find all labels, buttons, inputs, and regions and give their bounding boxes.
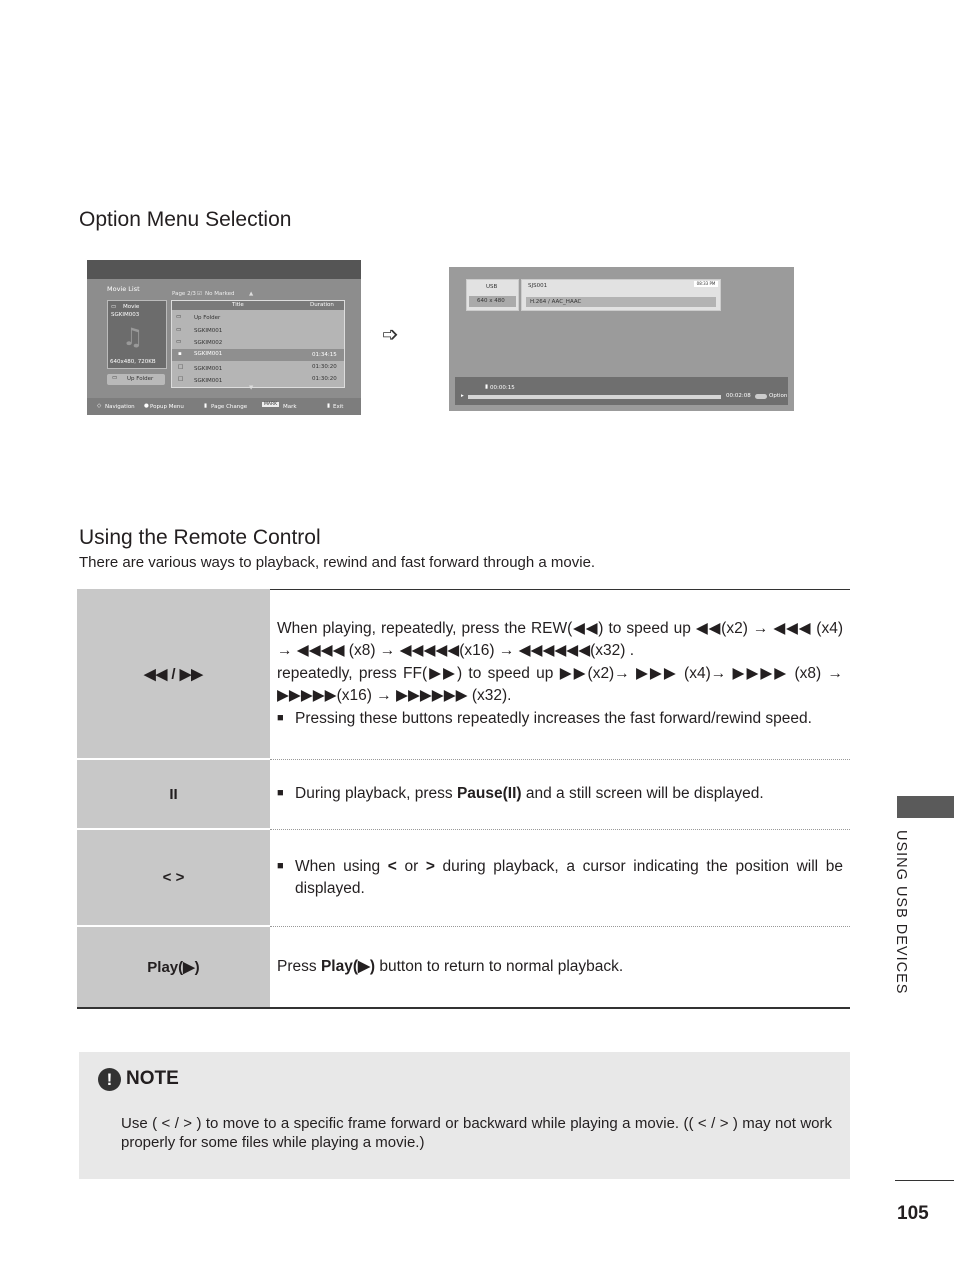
play-position-icon: ▮ xyxy=(485,384,489,390)
side-tab-container xyxy=(893,830,915,1030)
ff-text: repeatedly, press FF(▶▶) to speed up ▶▶(x2)→ ▶▶▶ (x4)→ ▶▶▶▶ (x8) → ▶▶▶▶▶(x16) → ▶▶▶▶▶▶ (x32). xyxy=(277,665,843,704)
desc-pause xyxy=(270,759,850,829)
remote-intro: There are various ways to playback, rewind and fast forward through a movie. xyxy=(79,554,596,571)
screenshot-footer xyxy=(87,398,361,415)
remote-control-table xyxy=(77,589,850,1007)
list-item[interactable] xyxy=(172,312,344,324)
side-tab-block xyxy=(897,796,954,818)
text-mid: or xyxy=(396,858,426,875)
up-folder-button[interactable] xyxy=(107,374,165,385)
list-item[interactable] xyxy=(172,325,344,337)
footer-page-change: Page Change xyxy=(211,404,248,410)
list-item-selected[interactable] xyxy=(172,349,344,361)
resolution-box xyxy=(469,296,516,307)
folder-icon: ▭ xyxy=(111,304,117,310)
bullet-square-icon: ■ xyxy=(277,860,284,872)
checkbox-icon: □ xyxy=(178,376,184,382)
movie-file-icon: ▪ xyxy=(178,351,182,357)
bullet-item xyxy=(277,856,843,899)
exclamation-icon: ! xyxy=(98,1068,121,1091)
list-item-title: SGKIM001 xyxy=(194,328,223,334)
text-pre: When using xyxy=(295,858,388,875)
up-folder-label: Up Folder xyxy=(127,376,154,382)
bullet-square-icon: ■ xyxy=(277,787,284,800)
total-time: 00:02:08 xyxy=(726,393,751,399)
progress-track[interactable] xyxy=(468,395,721,399)
file-info-panel xyxy=(521,279,721,311)
list-item[interactable] xyxy=(172,362,344,374)
up-folder-icon: ▭ xyxy=(112,375,118,381)
folder-icon: ▭ xyxy=(176,327,182,333)
footer-mark: Mark xyxy=(283,404,297,410)
mark-key-badge: MARK xyxy=(264,402,278,407)
list-item-duration: 01:30:20 xyxy=(312,364,337,370)
text-bold: Pause(II) xyxy=(456,785,522,803)
bullet-item xyxy=(277,708,843,730)
bullet-text xyxy=(295,856,843,899)
bullet-text xyxy=(295,783,764,805)
section-title-remote: Using the Remote Control xyxy=(79,526,321,549)
player-screenshot xyxy=(449,267,794,411)
table-row xyxy=(77,759,850,829)
text-bold: Play(▶) xyxy=(320,958,376,975)
up-folder-icon: ▭ xyxy=(176,314,182,320)
rew-text: When playing, repeatedly, press the REW(◀◀) to speed up ◀◀(x2) → ◀◀◀ (x4) → ◀◀◀◀ (x8) → ◀◀◀◀◀(x16) → ◀◀◀◀◀◀(x32) . xyxy=(277,620,843,659)
list-item[interactable] xyxy=(172,337,344,349)
side-tab-label: USING USB DEVICES xyxy=(893,830,909,995)
page-number: 105 xyxy=(897,1203,929,1224)
scroll-up-icon: ▲ xyxy=(249,291,254,297)
footer-exit: Exit xyxy=(333,404,344,410)
table-row xyxy=(77,926,850,1007)
clock: 08:33 PM xyxy=(694,281,718,287)
key-play: Play(▶) xyxy=(77,926,270,1007)
page-info: Page 2/3 xyxy=(172,291,196,297)
folder-icon: ▭ xyxy=(176,339,182,345)
codec-label: H.264 / AAC_HAAC xyxy=(530,299,582,305)
footer-navigation: Navigation xyxy=(105,404,135,410)
option-label: Option xyxy=(769,393,788,399)
movie-list-header: Movie List xyxy=(107,285,140,293)
desc-cursor xyxy=(270,829,850,926)
source-panel xyxy=(466,279,519,311)
checkbox-icon: □ xyxy=(178,364,184,370)
table-row xyxy=(77,589,850,759)
ok-icon: ● xyxy=(144,403,149,409)
desc-play xyxy=(270,926,850,1007)
col-title: Title xyxy=(232,302,244,308)
text-bold: < xyxy=(387,858,397,875)
preview-name: SGKIM003 xyxy=(111,312,140,318)
playback-bar xyxy=(455,377,788,405)
key-pause: II xyxy=(77,759,270,829)
table-row xyxy=(77,829,850,926)
list-item-title: SGKIM001 xyxy=(194,351,223,357)
bullet-item xyxy=(277,783,843,805)
bullet-text: Pressing these buttons repeatedly increases the fast forward/rewind speed. xyxy=(295,710,812,727)
preview-type: Movie xyxy=(123,304,140,310)
text-pre: During playback, press xyxy=(295,785,457,803)
note-box xyxy=(79,1052,850,1179)
preview-info: 640x480, 720KB xyxy=(110,359,156,365)
preview-panel xyxy=(107,300,167,369)
screenshot-top-bar xyxy=(87,260,361,279)
text-post: button to return to normal playback. xyxy=(375,958,624,975)
codec-box xyxy=(526,297,716,307)
play-icon: ▸ xyxy=(461,393,464,399)
text-bold: > xyxy=(425,858,435,875)
note-label: NOTE xyxy=(126,1068,179,1089)
text-post: and a still screen will be displayed. xyxy=(521,785,764,803)
movie-list-screenshot xyxy=(87,260,361,415)
list-item-duration: 01:30:20 xyxy=(312,376,337,382)
note-text: Use ( < / > ) to move to a specific frame forward or backward while playing a movie. (( < / > ) may not work properly for some files while playing a movie.) xyxy=(121,1115,832,1151)
navigation-icon: ◇ xyxy=(97,403,102,409)
resolution-label: 640 x 480 xyxy=(477,298,505,304)
transition-arrow-icon: ➩ xyxy=(382,322,399,346)
list-item-title: Up Folder xyxy=(194,315,221,321)
source-label: USB xyxy=(486,284,498,290)
footer-popup-menu: Popup Menu xyxy=(150,404,184,410)
bullet-square-icon: ■ xyxy=(277,712,284,724)
page-change-icon: ▮ xyxy=(204,403,208,409)
exit-icon: ▮ xyxy=(327,403,331,409)
page-number-rule xyxy=(895,1180,954,1181)
scroll-down-icon: ▼ xyxy=(249,385,254,391)
list-item-title: SGKIM001 xyxy=(194,378,223,384)
list-item[interactable] xyxy=(172,374,344,386)
file-name: SJS001 xyxy=(528,283,548,289)
elapsed-time: 00:00:15 xyxy=(490,385,515,391)
col-duration: Duration xyxy=(310,302,334,308)
list-header-row xyxy=(172,301,344,310)
key-rew-ff: ◀◀ / ▶▶ xyxy=(77,589,270,759)
movie-list-table xyxy=(171,300,345,388)
music-note-icon: ♫ xyxy=(122,323,144,351)
key-cursor: < > xyxy=(77,829,270,926)
marked-info: No Marked xyxy=(205,291,235,297)
list-item-duration: 01:34:15 xyxy=(312,352,337,358)
checkbox-icon: ☑ xyxy=(197,291,202,297)
text-pre: Press xyxy=(277,958,321,975)
desc-rew-ff xyxy=(270,589,850,759)
list-item-title: SGKIM002 xyxy=(194,340,223,346)
list-item-title: SGKIM001 xyxy=(194,366,223,372)
table-bottom-rule xyxy=(77,1007,850,1009)
option-button-icon[interactable] xyxy=(755,394,767,399)
section-title-option-menu: Option Menu Selection xyxy=(79,208,292,231)
text-post: during playback, a cursor indicating the position will be displayed. xyxy=(295,858,843,897)
